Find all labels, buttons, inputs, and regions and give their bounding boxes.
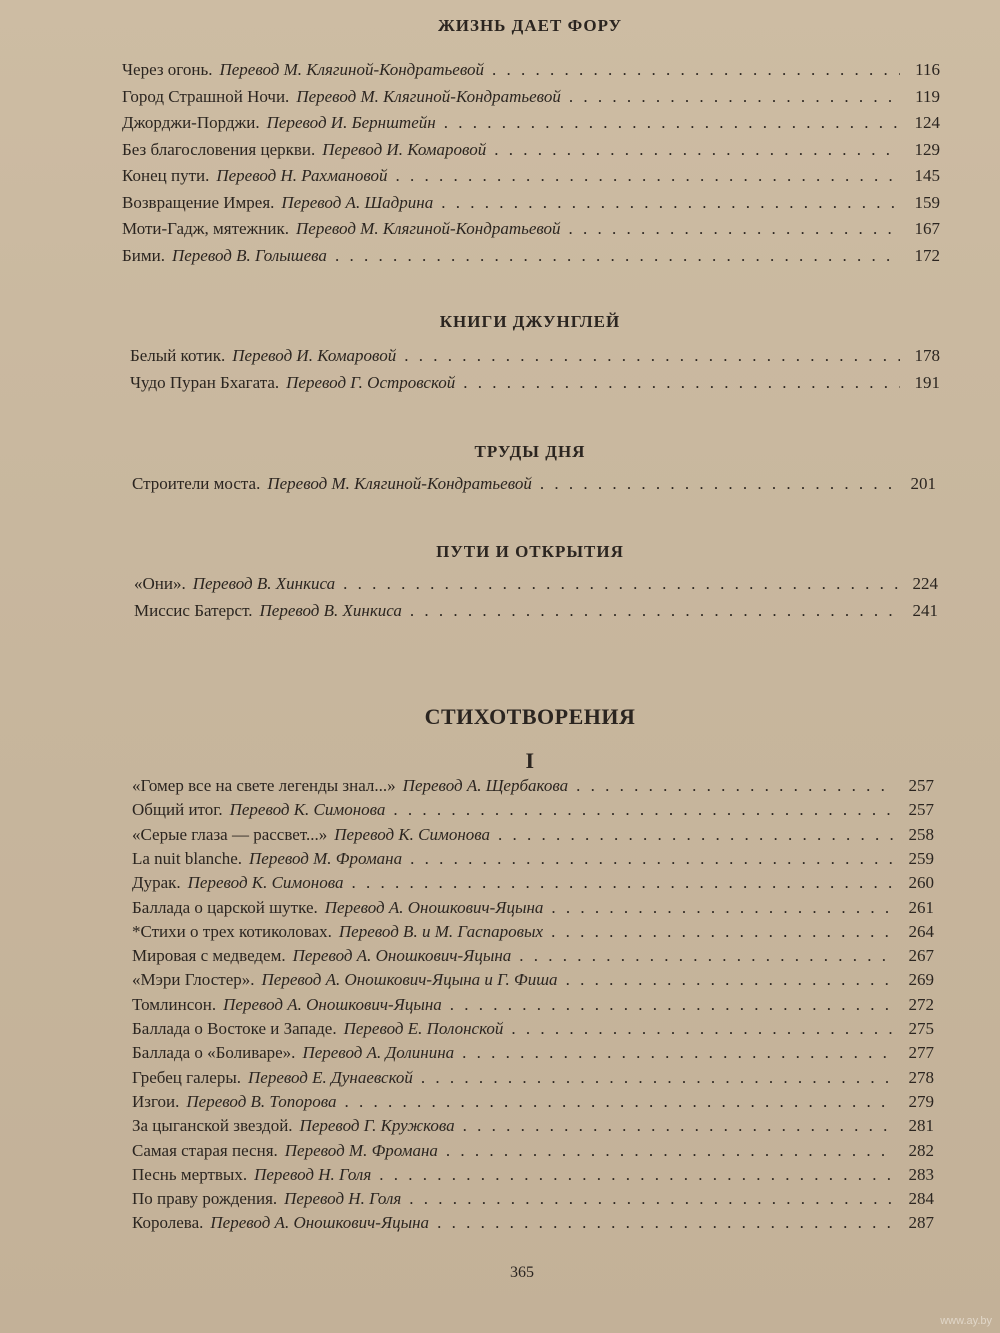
toc-entry bbox=[132, 776, 934, 796]
entry-translator: Перевод Е. Дунаевской bbox=[248, 1067, 413, 1087]
entry-title: Строители моста. bbox=[132, 474, 261, 493]
entry-title: Общий итог. bbox=[132, 800, 223, 820]
entry-page-number: 287 bbox=[908, 1213, 934, 1233]
entry-translator: Перевод В. Хинкиса bbox=[192, 574, 336, 593]
entry-page-number: 272 bbox=[908, 994, 934, 1014]
dot-leader bbox=[441, 193, 900, 213]
entry-translator: Перевод И. Комаровой bbox=[322, 139, 487, 159]
entry-translator: Перевод Н. Голя bbox=[254, 1164, 372, 1184]
toc-entry bbox=[130, 373, 940, 393]
dot-leader bbox=[569, 87, 900, 107]
dot-leader bbox=[551, 922, 894, 942]
entry-page-number: 282 bbox=[908, 1140, 934, 1160]
entry-page-number: 259 bbox=[908, 848, 934, 868]
entry-translator: Перевод А. Оношкович-Яцына bbox=[292, 946, 512, 966]
entry-title: Без благословения церкви. bbox=[122, 139, 316, 159]
dot-leader bbox=[343, 574, 898, 594]
entry-translator: Перевод А. Шадрина bbox=[281, 192, 434, 212]
toc-entry bbox=[122, 219, 940, 239]
dot-leader bbox=[463, 1116, 894, 1136]
entry-page-number: 191 bbox=[914, 372, 940, 392]
entry-page-number: 284 bbox=[908, 1189, 934, 1209]
entry-title: «Они». bbox=[134, 574, 186, 593]
toc-entry bbox=[132, 995, 934, 1015]
entry-translator: Перевод М. Клягиной-Кондратьевой bbox=[267, 474, 532, 493]
entry-translator: Перевод И. Бернштейн bbox=[266, 113, 436, 132]
dot-leader bbox=[463, 373, 900, 393]
dot-leader bbox=[450, 995, 894, 1015]
entry-title: Гребец галеры. bbox=[132, 1067, 241, 1087]
entry-page-number: 119 bbox=[915, 86, 940, 106]
entry-page-number: 261 bbox=[908, 897, 934, 917]
dot-leader bbox=[379, 1165, 894, 1185]
entry-translator: Перевод М. Клягиной-Кондратьевой bbox=[296, 219, 561, 238]
toc-entry bbox=[132, 1213, 934, 1233]
entry-page-number: 224 bbox=[912, 574, 938, 593]
entry-translator: Перевод Г. Островской bbox=[286, 372, 456, 392]
toc-entry bbox=[122, 193, 940, 213]
toc-entry bbox=[132, 970, 934, 990]
entry-title: «Мэри Глостер». bbox=[132, 970, 255, 990]
entry-translator: Перевод М. Фромана bbox=[284, 1140, 438, 1160]
dot-leader bbox=[494, 140, 900, 160]
toc-entry bbox=[130, 346, 940, 366]
watermark: www.ay.by bbox=[940, 1315, 992, 1327]
entry-title: «Серые глаза — рассвет...» bbox=[132, 824, 328, 844]
dot-leader bbox=[511, 1019, 894, 1039]
entry-title: Через огонь. bbox=[122, 60, 213, 79]
dot-leader bbox=[410, 601, 898, 621]
toc-entry bbox=[132, 849, 934, 869]
entry-title: Песнь мертвых. bbox=[132, 1164, 248, 1184]
dot-leader bbox=[437, 1213, 894, 1233]
entry-title: Моти-Гадж, мятежник. bbox=[122, 219, 290, 238]
entry-translator: Перевод В. и М. Гаспаровых bbox=[338, 921, 544, 941]
dot-leader bbox=[409, 1189, 894, 1209]
entry-title: «Гомер все на свете легенды знал...» bbox=[132, 776, 396, 795]
entry-page-number: 178 bbox=[914, 346, 940, 365]
toc-entry bbox=[132, 1189, 934, 1209]
entry-translator: Перевод Е. Полонской bbox=[343, 1019, 504, 1038]
entry-translator: Перевод М. Фромана bbox=[249, 848, 403, 868]
entry-translator: Перевод К. Симонова bbox=[334, 824, 491, 844]
entry-translator: Перевод М. Клягиной-Кондратьевой bbox=[219, 60, 484, 79]
toc-entry bbox=[132, 946, 934, 966]
toc-entry bbox=[132, 898, 934, 918]
dot-leader bbox=[335, 246, 900, 266]
entry-page-number: 159 bbox=[914, 192, 940, 212]
entry-title: Баллада о Востоке и Западе. bbox=[132, 1019, 337, 1038]
entry-page-number: 172 bbox=[914, 245, 940, 265]
toc-entry bbox=[122, 87, 940, 107]
entry-title: Возвращение Имрея. bbox=[122, 192, 275, 212]
entry-title: La nuit blanche. bbox=[132, 848, 242, 868]
dot-leader bbox=[393, 800, 894, 820]
page-number: 365 bbox=[510, 1264, 534, 1281]
entry-title: Изгои. bbox=[132, 1091, 180, 1111]
section-subheading: I bbox=[525, 748, 535, 773]
entry-page-number: 267 bbox=[908, 946, 934, 966]
entry-page-number: 277 bbox=[908, 1043, 934, 1063]
entry-page-number: 283 bbox=[908, 1164, 934, 1184]
toc-entry bbox=[132, 922, 934, 942]
section-heading: КНИГИ ДЖУНГЛЕЙ bbox=[439, 312, 621, 331]
dot-leader bbox=[396, 166, 900, 186]
entry-translator: Перевод А. Щербакова bbox=[402, 776, 569, 795]
toc-entry bbox=[122, 246, 940, 266]
entry-title: Баллада о царской шутке. bbox=[132, 897, 318, 917]
toc-entry bbox=[132, 800, 934, 820]
entry-page-number: 145 bbox=[914, 166, 940, 185]
entry-translator: Перевод А. Долинина bbox=[302, 1043, 455, 1063]
entry-page-number: 281 bbox=[908, 1116, 934, 1136]
entry-page-number: 275 bbox=[908, 1019, 934, 1038]
entry-page-number: 278 bbox=[908, 1067, 934, 1087]
entry-page-number: 167 bbox=[914, 219, 940, 238]
entry-title: Самая старая песня. bbox=[132, 1140, 278, 1160]
entry-title: Томлинсон. bbox=[132, 994, 217, 1014]
toc-entry bbox=[122, 166, 940, 186]
entry-translator: Перевод В. Топорова bbox=[186, 1091, 337, 1111]
entry-page-number: 124 bbox=[914, 113, 940, 132]
entry-title: Город Страшной Ночи. bbox=[122, 86, 290, 106]
entry-translator: Перевод В. Хинкиса bbox=[259, 600, 402, 620]
entry-translator: Перевод М. Клягиной-Кондратьевой bbox=[296, 86, 561, 106]
entry-translator: Перевод А. Оношкович-Яцына bbox=[223, 994, 442, 1014]
entry-title: Джорджи-Порджи. bbox=[122, 113, 260, 132]
dot-leader bbox=[421, 1068, 894, 1088]
entry-translator: Перевод К. Симонова bbox=[229, 800, 386, 820]
entry-title: Мировая с медведем. bbox=[132, 946, 286, 966]
entry-translator: Перевод К. Симонова bbox=[187, 873, 344, 893]
toc-entry bbox=[132, 825, 934, 845]
dot-leader bbox=[492, 60, 900, 80]
entry-page-number: 241 bbox=[912, 600, 938, 620]
entry-title: Баллада о «Боливаре». bbox=[132, 1043, 296, 1063]
toc-entry bbox=[134, 574, 938, 594]
toc-entry bbox=[132, 1019, 934, 1039]
dot-leader bbox=[540, 474, 896, 494]
entry-translator: Перевод А. Оношкович-Яцына и Г. Фиша bbox=[261, 970, 558, 990]
dot-leader bbox=[351, 873, 894, 893]
dot-leader bbox=[444, 113, 900, 133]
toc-entry bbox=[134, 601, 938, 621]
toc-entry bbox=[122, 140, 940, 160]
entry-translator: Перевод Н. Голя bbox=[284, 1189, 402, 1209]
entry-title: Дурак. bbox=[132, 873, 181, 893]
toc-entry bbox=[132, 1068, 934, 1088]
entry-title: За цыганской звездой. bbox=[132, 1116, 293, 1136]
toc-entry bbox=[132, 474, 936, 494]
entry-translator: Перевод Н. Рахмановой bbox=[216, 166, 388, 185]
toc-entry bbox=[132, 1165, 934, 1185]
entry-page-number: 201 bbox=[910, 474, 936, 493]
entry-title: Миссис Батерст. bbox=[134, 600, 253, 620]
entry-title: *Стихи о трех котиколовах. bbox=[132, 921, 332, 941]
dot-leader bbox=[446, 1141, 894, 1161]
entry-page-number: 257 bbox=[908, 776, 934, 795]
section-heading: СТИХОТВОРЕНИЯ bbox=[424, 704, 636, 729]
entry-title: По праву рождения. bbox=[132, 1189, 278, 1209]
dot-leader bbox=[404, 346, 900, 366]
section-heading: ЖИЗНЬ ДАЕТ ФОРУ bbox=[437, 16, 623, 35]
toc-entry bbox=[132, 1043, 934, 1063]
dot-leader bbox=[576, 776, 894, 796]
section-heading: ТРУДЫ ДНЯ bbox=[474, 442, 586, 461]
toc-entry bbox=[132, 1141, 934, 1161]
dot-leader bbox=[566, 970, 894, 990]
toc-entry bbox=[122, 60, 940, 80]
entry-title: Королева. bbox=[132, 1213, 204, 1233]
toc-entry bbox=[122, 113, 940, 133]
toc-entry bbox=[132, 1116, 934, 1136]
entry-page-number: 129 bbox=[914, 139, 940, 159]
entry-page-number: 264 bbox=[908, 921, 934, 941]
dot-leader bbox=[410, 849, 894, 869]
toc-entry bbox=[132, 873, 934, 893]
dot-leader bbox=[519, 946, 894, 966]
entry-title: Бими. bbox=[122, 245, 165, 265]
entry-page-number: 279 bbox=[908, 1091, 934, 1111]
entry-translator: Перевод А. Оношкович-Яцына bbox=[324, 897, 544, 917]
dot-leader bbox=[551, 898, 894, 918]
entry-page-number: 260 bbox=[908, 873, 934, 893]
entry-page-number: 257 bbox=[908, 800, 934, 820]
entry-page-number: 258 bbox=[908, 824, 934, 844]
entry-page-number: 116 bbox=[915, 60, 940, 79]
entry-page-number: 269 bbox=[908, 970, 934, 990]
entry-translator: Перевод В. Голышева bbox=[171, 245, 327, 265]
dot-leader bbox=[345, 1092, 894, 1112]
entry-translator: Перевод И. Комаровой bbox=[232, 346, 397, 365]
dot-leader bbox=[569, 219, 900, 239]
entry-translator: Перевод Г. Кружкова bbox=[299, 1116, 455, 1136]
dot-leader bbox=[462, 1043, 894, 1063]
entry-translator: Перевод А. Оношкович-Яцына bbox=[210, 1213, 430, 1233]
dot-leader bbox=[498, 825, 894, 845]
entry-title: Чудо Пуран Бхагата. bbox=[130, 372, 280, 392]
entry-title: Белый котик. bbox=[130, 346, 226, 365]
toc-entry bbox=[132, 1092, 934, 1112]
section-heading: ПУТИ И ОТКРЫТИЯ bbox=[436, 542, 624, 561]
entry-title: Конец пути. bbox=[122, 166, 210, 185]
